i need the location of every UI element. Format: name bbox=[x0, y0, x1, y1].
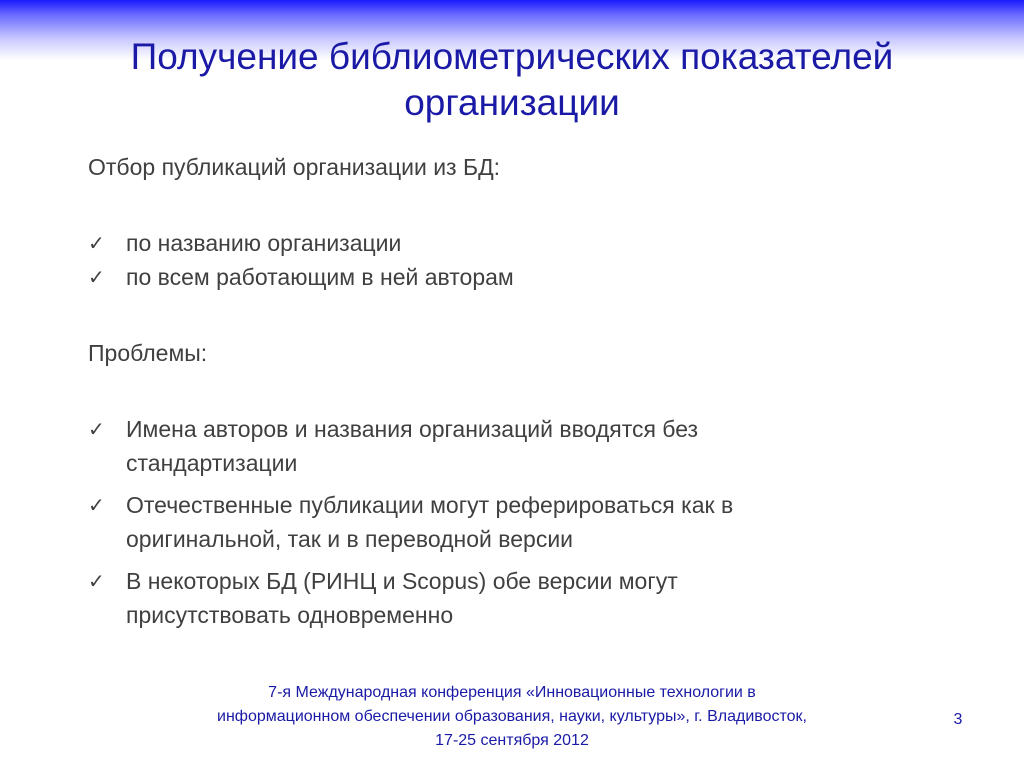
check-icon: ✓ bbox=[88, 493, 105, 517]
list-item bbox=[88, 412, 968, 480]
list-item-text-line1: В некоторых БД (РИНЦ и Scopus) обе версии могут bbox=[126, 568, 678, 594]
list-item-text-line1: Имена авторов и названия организаций вводятся без bbox=[126, 416, 699, 442]
list-item bbox=[88, 564, 968, 632]
slide-title-line2: организации bbox=[404, 82, 620, 123]
list-item-text: по всем работающим в ней авторам bbox=[126, 264, 514, 290]
list-item-text-line2: стандартизации bbox=[126, 450, 298, 476]
slide-title-line1: Получение библиометрических показателей bbox=[130, 36, 894, 77]
footer-line1: 7-я Международная конференция «Инновационные технологии в bbox=[268, 684, 756, 701]
check-icon: ✓ bbox=[88, 231, 105, 255]
page-number: 3 bbox=[953, 711, 963, 728]
problems-list bbox=[88, 412, 968, 632]
list-item-text-line2: присутствовать одновременно bbox=[126, 602, 454, 628]
list-item-text-line1: Отечественные публикации могут реферироваться как в bbox=[126, 492, 734, 518]
selection-heading: Отбор публикаций организации из БД: bbox=[88, 154, 501, 180]
check-icon: ✓ bbox=[88, 265, 105, 289]
list-item bbox=[88, 260, 968, 294]
check-icon: ✓ bbox=[88, 417, 105, 441]
selection-list bbox=[88, 226, 968, 294]
problems-heading: Проблемы: bbox=[88, 340, 208, 366]
list-item-text-line2: оригинальной, так и в переводной версии bbox=[126, 526, 574, 552]
slide-content bbox=[88, 150, 968, 640]
slide-title bbox=[40, 34, 984, 126]
list-item bbox=[88, 488, 968, 556]
list-item-text: по названию организации bbox=[126, 230, 402, 256]
list-item bbox=[88, 226, 968, 260]
footer-line2: информационном обеспечении образования, науки, культуры», г. Владивосток, bbox=[217, 708, 807, 725]
footer-line3: 17-25 сентября 2012 bbox=[435, 732, 589, 749]
conference-footer bbox=[140, 681, 884, 753]
check-icon: ✓ bbox=[88, 569, 105, 593]
